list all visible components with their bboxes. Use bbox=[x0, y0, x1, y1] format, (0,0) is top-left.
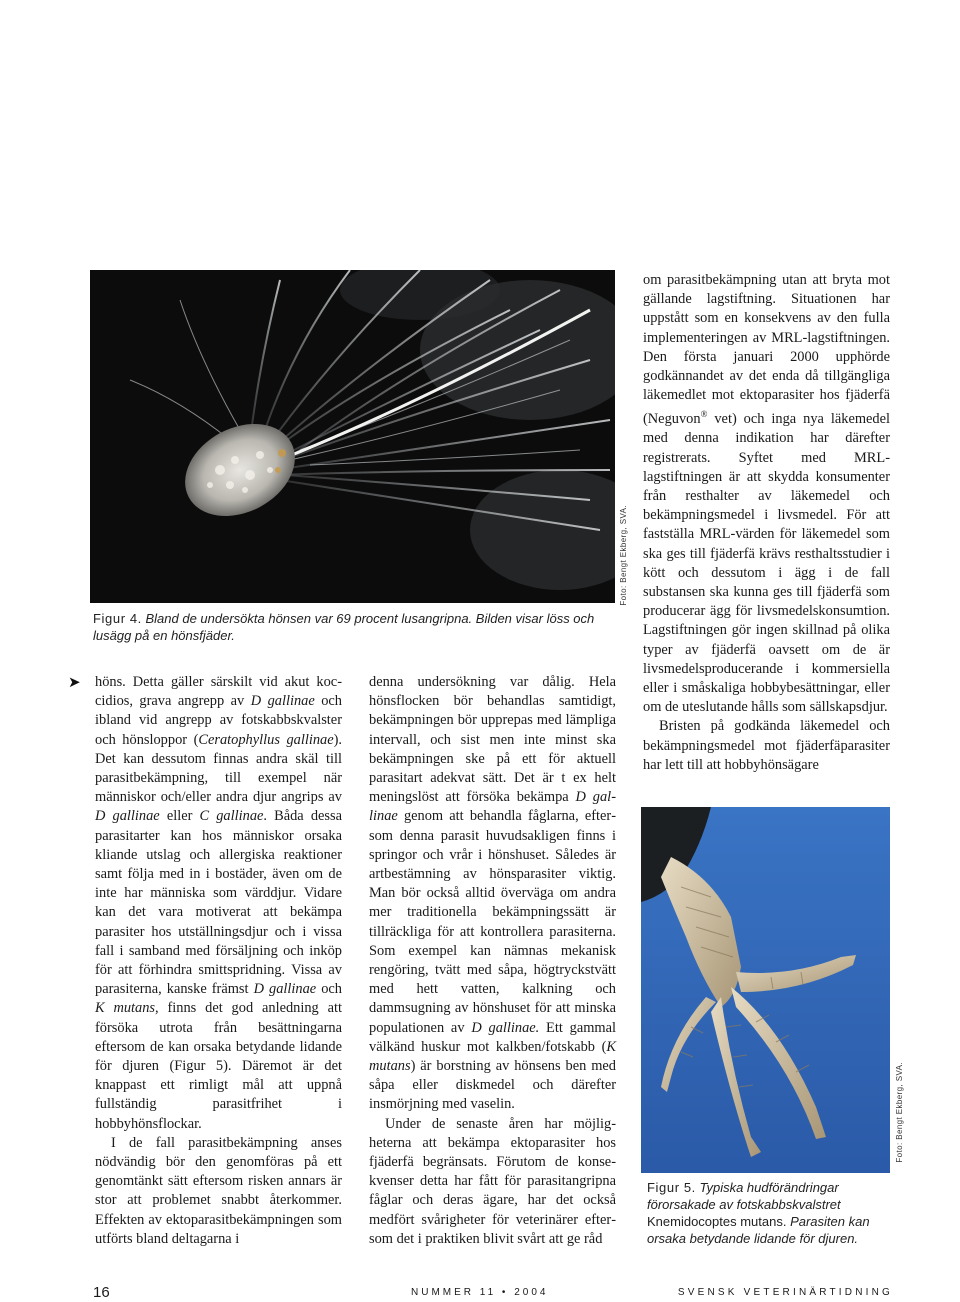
page-footer bbox=[93, 1284, 893, 1302]
issue-info: NUMMER 11 • 2004 bbox=[411, 1287, 549, 1298]
figure-label: Figur 4. bbox=[93, 611, 142, 626]
figure-label: Figur 5. bbox=[647, 1180, 696, 1195]
journal-name: SVENSK VETERINÄRTIDNING bbox=[677, 1287, 893, 1298]
continuation-arrow-icon: ➤ bbox=[68, 673, 81, 691]
paragraph: Under de senaste åren har möjligheterna att bekämpa ektoparasiter hos fjäderfä begränsats. Förutom de konsekvenser detta har fått för parasitangripna fåglar och deras ägare, har det också medfört svårigheter för veterinärer eftersom det i praktiken blivit svårt att ge råd bbox=[369, 1115, 616, 1247]
paragraph: I de fall parasitbekämpning anses nödvändig bör den genomföras på ett genomtänkt sätt eftersom risken annars är stor att problemet snabbt återkommer. Effekten av ektoparasitbekämpningen som utförts bland deltagarna i bbox=[95, 1134, 342, 1247]
figure5-caption: Figur 5. Typiska hudförändringar förorsakade av fotskabbskvalstret Knemidocoptes mutans. Parasiten kan orsaka betydande lidande för djuren. bbox=[647, 1180, 870, 1246]
paragraph: höns. Detta gäller särskilt vid akut koccidios, grava angrepp av D gallinae och ibland vid angrepp av fotskabbskvalster och hönsloppor (Ceratophyllus gallinae). Det kan dessutom finnas andra skäl till parasitbekämpning, till exempel när människor och/eller andra djur angrips av D gallinae eller C gallinae. Båda dessa parasitarter kan hos människor orsaka kliande utslag och allergiska reaktioner samt följa med in i bostäder, även om de inte har människa som värddjur. Vidare kan det vara motiverat att bekämpa parasiter hos utställningsdjur och i vissa fall i samband med försäljning och inköp för att förhindra smittspridning. Vissa av parasiterna, kanske främst D gallinae och K mutans, finns det god anledning att försöka utrota från besättningarna eftersom de kan orsaka betydande lidande för djuren (Figur 5). Däremot är det knappast ett rimligt mål att uppnå fullständig parasitfrihet i hobbyhönsflockar. bbox=[95, 674, 342, 1132]
chicken-foot-photo bbox=[641, 807, 890, 1173]
photo-credit: Foto: Bengt Ekberg, SVA. bbox=[619, 505, 628, 606]
paragraph: om parasitbekämpning utan att bryta mot gällande lagstiftning. Situationen har uppstått som en konsekvens av den fulla implementeringen av MRL-lagstiftningen. Den första januari 2000 upphörde godkännandet av det enda då tillgängliga läkemedlet mot ektoparasiter hos fjäderfä (Neguvon® vet) och inga nya läkemedel med denna indikation har därefter registrerats. Syftet med MRL-lagstiftningen är att skydda konsumenter från resthalter av läkemedel och bekämpningsmedel i livsmedel. För att fastställa MRL-värden för läkemedel som ska ges till fjäderfä krävs resthaltsstudier i kött och dessutom i ägg i de fall substansen ska kunna ges till fjäderfä som producerar ägg för livsmedelskonsumtion. Lagstiftningen gör ingen skillnad på olika typer av fjäderfä oavsett om de är livsmedelsproducerande i kommersiella eller i småskaliga hobbybesättningar, eller om de uteslutande hålls som sällskapsdjur. bbox=[643, 272, 890, 716]
figure4-caption bbox=[93, 610, 613, 644]
feather-photo bbox=[90, 270, 615, 603]
page-number: 16 bbox=[93, 1284, 110, 1301]
text-column-2 bbox=[369, 673, 616, 1249]
caption-text: Bland de undersökta hönsen var 69 procent lusangripna. Bilden visar löss och lusägg på en hönsfjäder. bbox=[93, 611, 595, 643]
paragraph: denna undersökning var dålig. Hela hönsflocken bör behandlas samtidigt, bekämpningen bör upprepas med lämpliga intervall, och sist men inte minst ska bekämpningen ske på ett för aktuell parasitart adekvat sätt. Det är t ex helt meningslöst att försöka bekämpa D gallinae genom att behandla fåglarna, eftersom denna parasit huvudsakligen finns i springor och vrår i hönshuset. Således är artbestämning av hönsparasiter viktig. Man bör också alltid överväga om andra mer traditionella bekämpningssätt är tillräckliga för att kontrollera parasiterna. Som exempel kan nämnas mekanisk rengöring, tvätt med såpa, högtryckstvätt med hett vatten, kalkning och dammsugning av hönshuset för att minska populationen av D gallinae. Ett gammal välkänd huskur mot kalkben/fotskabb (K mutans) är borstning av hönsens ben med såpa eller diskmedel och därefter insmörjning med vaselin. bbox=[369, 674, 616, 1113]
photo-credit: Foto: Bengt Ekberg, SVA. bbox=[895, 1062, 904, 1163]
paragraph: Bristen på godkända läkemedel och bekämpningsmedel mot fjäderfäparasiter har lett till att hobbyhönsägare bbox=[643, 718, 890, 773]
text-column-3 bbox=[643, 271, 890, 775]
text-column-1 bbox=[95, 673, 342, 1249]
